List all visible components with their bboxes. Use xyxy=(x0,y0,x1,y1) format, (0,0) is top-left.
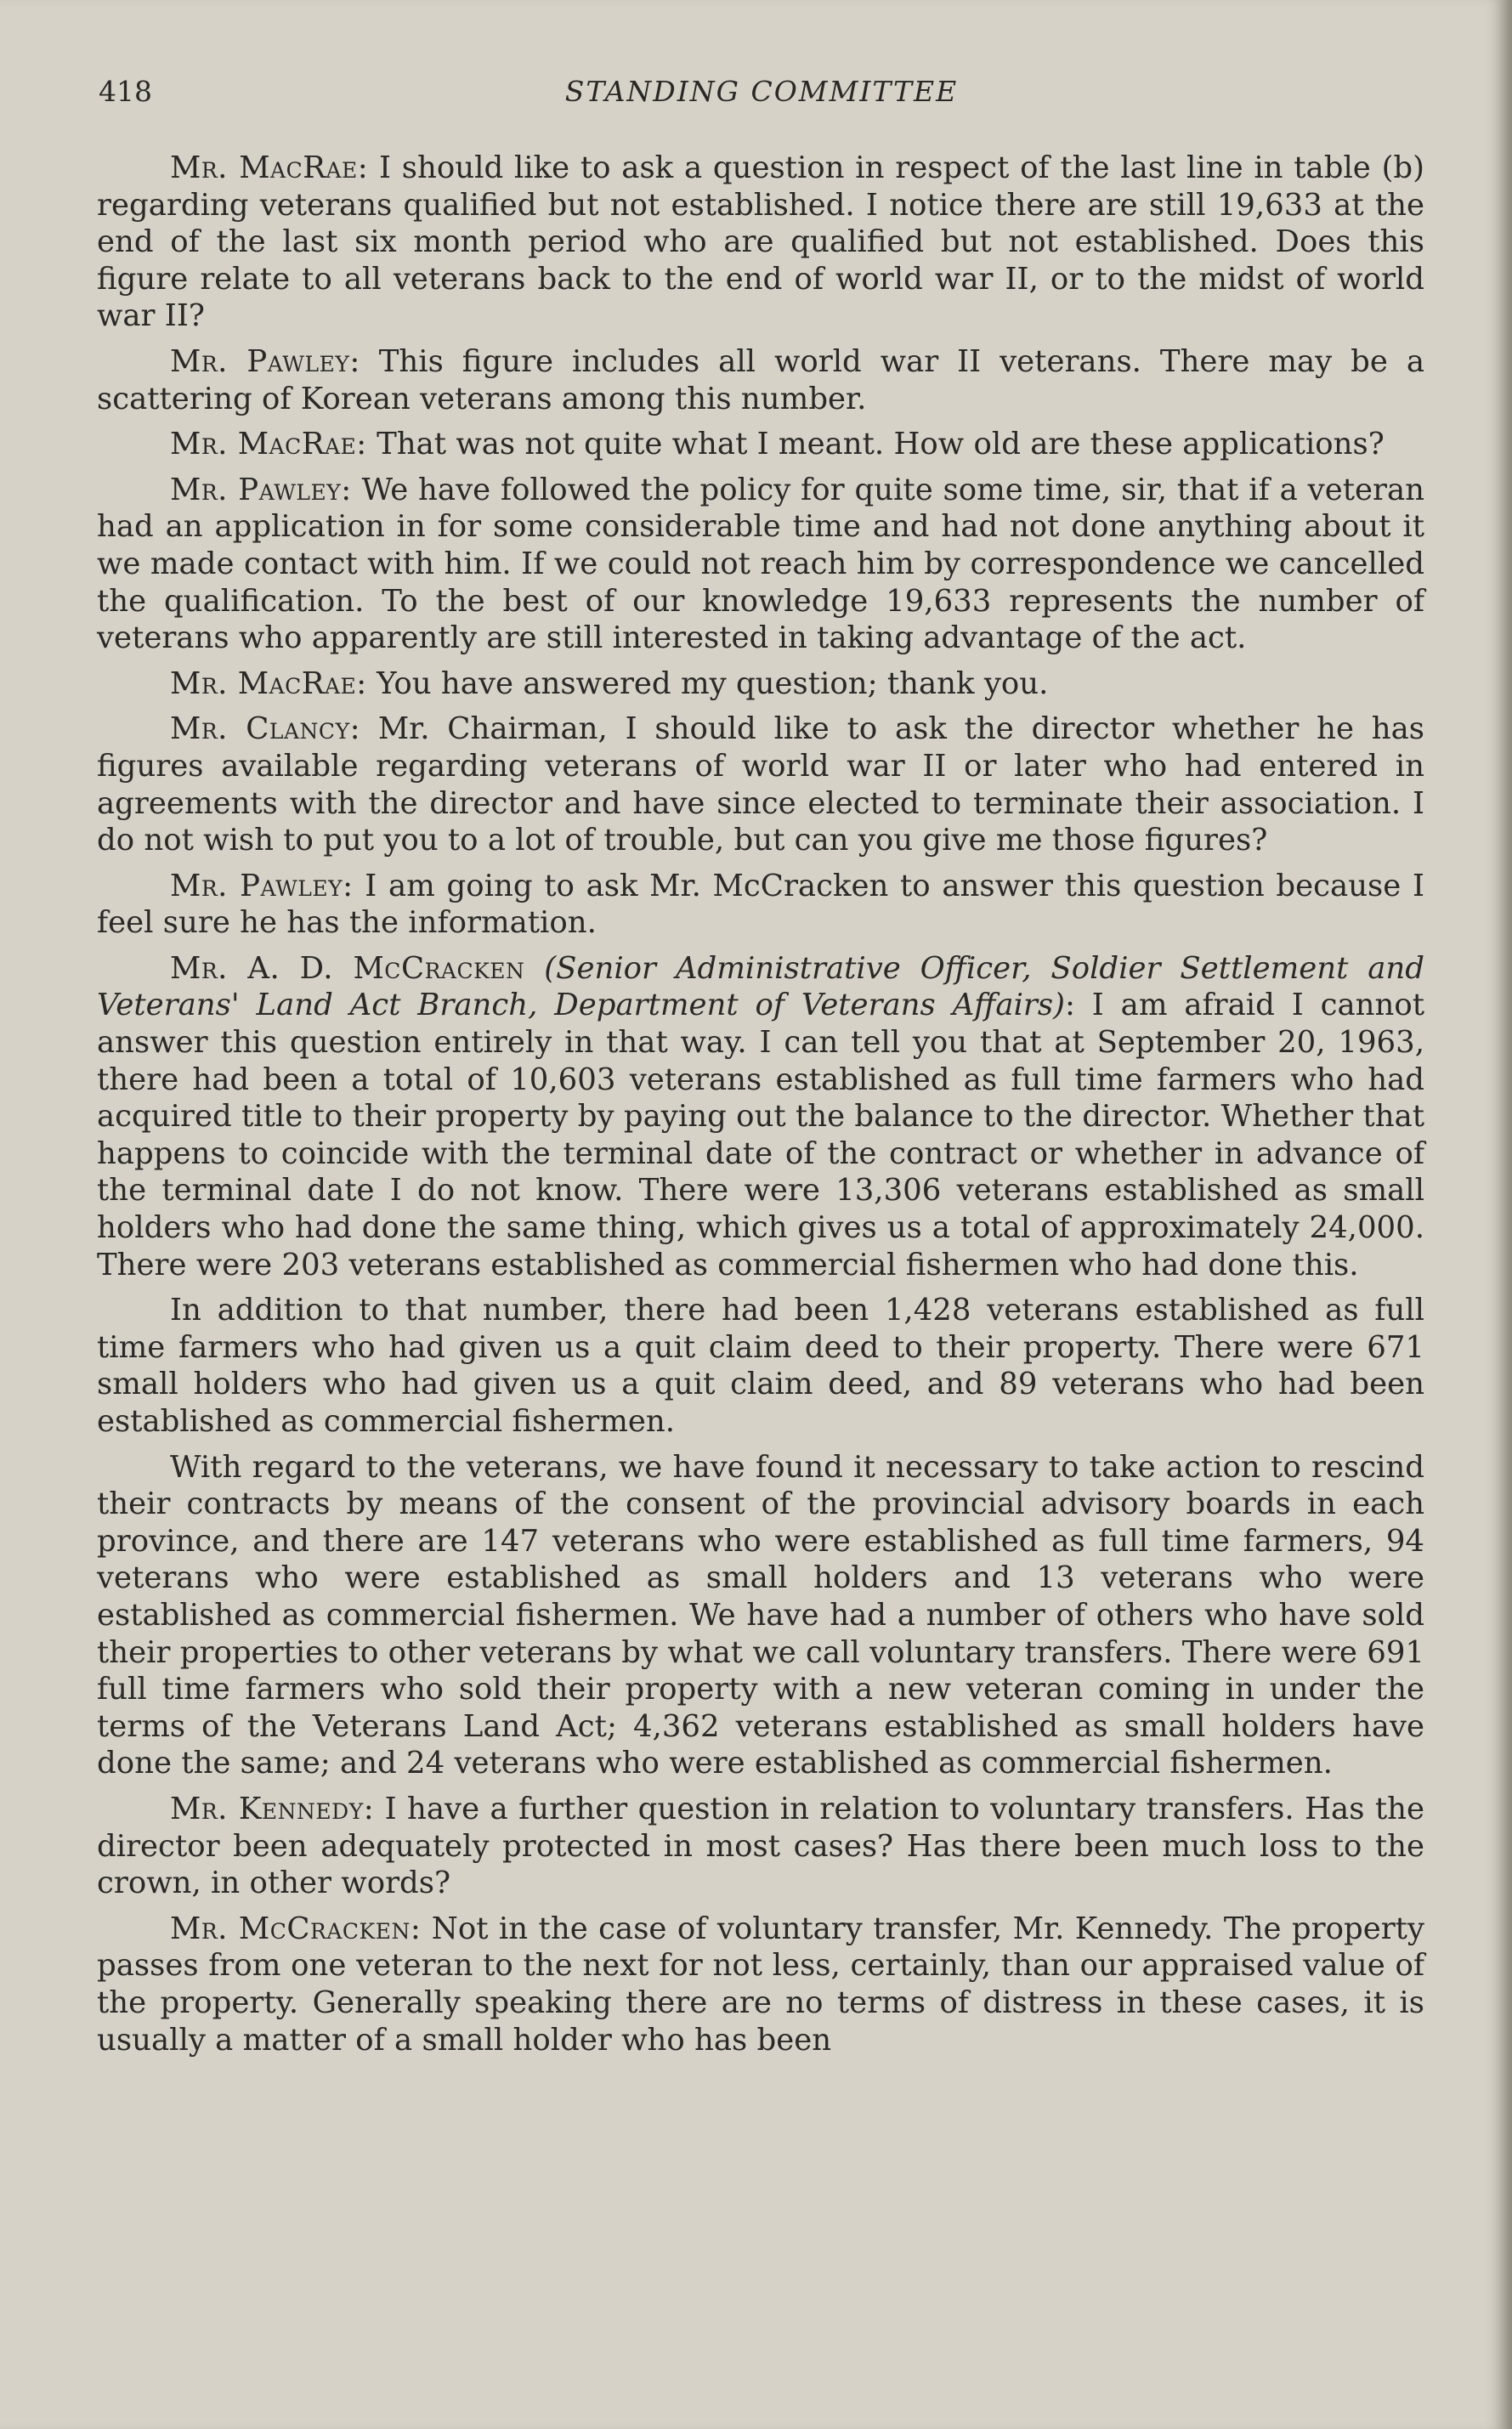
speaker-name: Mr. MacRae: xyxy=(170,150,369,185)
paragraph xyxy=(97,1911,1424,2058)
speaker-name: Mr. Pawley: xyxy=(170,343,360,379)
paragraph xyxy=(97,1292,1424,1440)
paragraph-text: : I am afraid I cannot answer this question entirely in that way. I can tell you that at September 20, 1963, there had been a total of 10,603 veterans established as full time farmers who had acquired title to their property by paying out the balance to the director. Whether that happens to coincide with the terminal date of the contract or whether in advance of the terminal date I do not know. There were 13,306 veterans established as small holders who had done the same thing, which gives us a total of approximately 24,000. There were 203 veterans established as commercial fishermen who had done this. xyxy=(97,988,1424,1282)
paragraph-text: Mr. Chairman, I should like to ask the director whether he has figures available regarding veterans of world war II or later who had entered in agreements with the director and have since elected to terminate their association. I do not wish to put you to a lot of trouble, but can you give me those figures? xyxy=(97,711,1424,858)
speaker-name: Mr. A. D. McCracken xyxy=(170,950,525,986)
paragraph xyxy=(97,950,1424,1283)
paragraph xyxy=(97,426,1424,463)
page-edge xyxy=(1500,0,1512,2429)
paragraph xyxy=(97,150,1424,335)
paragraph xyxy=(97,343,1424,417)
body-text xyxy=(97,150,1424,2067)
speaker-name: Mr. Kennedy: xyxy=(170,1791,375,1826)
paragraph-text: I have a further question in relation to voluntary transfers. Has the director been adequately protected in most cases? Has there been much loss to the crown, in other words? xyxy=(97,1791,1424,1901)
paragraph xyxy=(97,868,1424,942)
paragraph-text: We have followed the policy for quite some time, sir, that if a veteran had an application in for some considerable time and had not done anything about it we made contact with him. If we could not reach him by correspondence we cancelled the qualification. To the best of our knowledge 19,633 represents the number of veterans who apparently are still interested in taking advantage of the act. xyxy=(97,472,1424,656)
speaker-title: (Senior Administrative Officer, Soldier Settlement and Veterans' Land Act Branch, Department of Veterans Affairs) xyxy=(97,950,1424,1023)
paragraph-text: Not in the case of voluntary transfer, Mr. Kennedy. The property passes from one veteran to the next for not less, certainly, than our appraised value of the property. Generally speaking there are no terms of distress in these cases, it is usually a matter of a small holder who has been xyxy=(97,1911,1424,2058)
speaker-name: Mr. Pawley: xyxy=(170,868,354,903)
paragraph-text: This figure includes all world war II veterans. There may be a scattering of Korean veterans among this number. xyxy=(97,343,1424,416)
speaker-name: Mr. Clancy: xyxy=(170,711,361,747)
paragraph-text: That was not quite what I meant. How old are these applications? xyxy=(366,427,1385,462)
paragraph-text: You have answered my question; thank you. xyxy=(366,665,1049,701)
speaker-name: Mr. McCracken: xyxy=(170,1911,422,1946)
paragraph-text: I should like to ask a question in respect of the last line in table (b) regarding veterans qualified but not established. I notice there are still 19,633 at the end of the last six month period who are qualified but not established. Does this figure relate to all veterans back to the end of world war II, or to the midst of world war II? xyxy=(97,150,1424,334)
running-title: STANDING COMMITTEE xyxy=(564,75,959,108)
paragraph-text: I am going to ask Mr. McCracken to answer this question because I feel sure he has the information. xyxy=(97,868,1424,941)
speaker-name: Mr. Pawley: xyxy=(170,472,352,507)
paragraph-text: In addition to that number, there had been 1,428 veterans established as full time farmers who had given us a quit claim deed to their property. There were 671 small holders who had given us a quit claim deed, and 89 veterans who had been established as commercial fishermen. xyxy=(97,1293,1424,1439)
speaker-name: Mr. MacRae: xyxy=(170,665,367,701)
page-number: 418 xyxy=(99,75,152,108)
paragraph xyxy=(97,1791,1424,1902)
paragraph xyxy=(97,711,1424,858)
paragraph xyxy=(97,665,1424,703)
paragraph xyxy=(97,1449,1424,1782)
page-header xyxy=(99,75,1424,117)
speaker-name: Mr. MacRae: xyxy=(170,427,367,462)
paragraph xyxy=(97,472,1424,657)
paragraph-text: With regard to the veterans, we have found it necessary to take action to rescind their contracts by means of the consent of the provincial advisory boards in each province, and there are 147 veterans who were established as full time farmers, 94 veterans who were established as small holders and 13 veterans who were established as commercial fishermen. We have had a number of others who have sold their properties to other veterans by what we call voluntary transfers. There were 691 full time farmers who sold their property with a new veteran coming in under the terms of the Veterans Land Act; 4,362 veterans established as small holders have done the same; and 24 veterans who were established as commercial fishermen. xyxy=(97,1449,1424,1781)
